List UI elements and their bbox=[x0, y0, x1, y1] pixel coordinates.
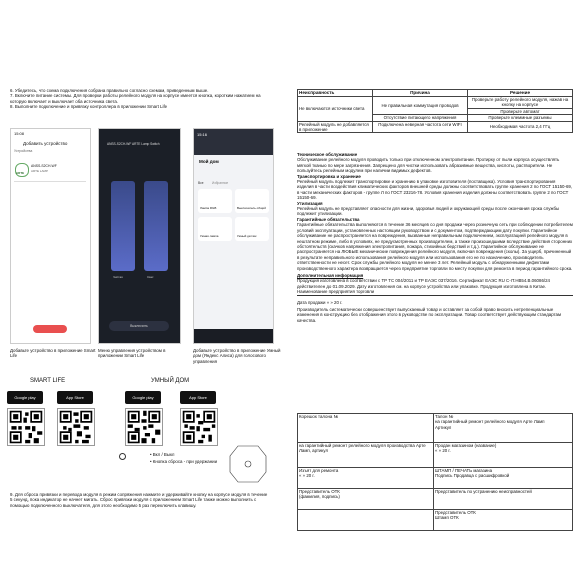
switch-2-label: Свет bbox=[147, 275, 154, 279]
seller-line: Наименование предприятия торговли bbox=[297, 289, 573, 295]
cause-cell: Не правильная коммутация проводов bbox=[373, 97, 468, 115]
screen-title: Добавить устройство bbox=[23, 141, 68, 146]
device-control-title: ANSS-S2CH-WF ARTE Lamp Switch bbox=[107, 142, 160, 146]
device-card-label: Умный датчик bbox=[237, 234, 257, 238]
phone-screenshot-control-menu bbox=[98, 128, 181, 344]
coupon-cell: Представитель ОТК Штамп ОТК bbox=[434, 510, 573, 531]
coupon-cell: ШТАМП / ПЕЧАТЬ магазина Подпись Продавца с расшифровкой bbox=[434, 468, 573, 489]
heading-utilization: Утилизация bbox=[297, 200, 323, 206]
phone-screenshot-smart-home bbox=[193, 128, 274, 344]
device-card-label: Лампа RGB bbox=[200, 206, 217, 210]
tab-all[interactable]: Все bbox=[198, 181, 204, 185]
caption-smart-home: Добавьте устройство в приложение Умный дом (Яндекс Алиса) для голосового управления bbox=[193, 348, 281, 364]
info-section bbox=[297, 152, 573, 323]
table-row bbox=[298, 489, 573, 510]
warranty-coupon-table bbox=[297, 413, 573, 531]
module-diagram bbox=[228, 444, 268, 484]
table-row bbox=[298, 121, 573, 133]
device-name: ANSS-S2CH-WF bbox=[31, 164, 57, 168]
coupon-cell: Талон № на гарантийный ремонт релейного модуля Арте Ламп Артикул bbox=[434, 414, 573, 443]
coupon-cell: Изъят для ремонта « » 20 г. bbox=[298, 468, 434, 489]
troubleshooting-table bbox=[297, 89, 573, 133]
onoff-label: • Вкл / Выкл bbox=[150, 452, 175, 457]
qr-code-app-store bbox=[180, 408, 218, 446]
qr-code-google-play bbox=[7, 408, 45, 446]
fault-cell: Релейный модуль не добавляется в приложение bbox=[298, 121, 373, 133]
table-row bbox=[298, 443, 573, 468]
coupon-cell: Продан магазином (название) « » 20 г. bbox=[434, 443, 573, 468]
table-row bbox=[298, 510, 573, 531]
solution-cell: Проверьте клеммные разъемы bbox=[468, 115, 573, 121]
google-play-badge[interactable]: Google play bbox=[125, 391, 161, 404]
device-subtitle: ARTE LAMP bbox=[31, 169, 48, 173]
table-row bbox=[298, 414, 573, 443]
table-row bbox=[298, 97, 573, 109]
status-time: 15:16 bbox=[197, 132, 208, 137]
header-cause: Причина bbox=[373, 90, 468, 97]
brand-label: ARTE bbox=[16, 171, 25, 175]
extra-text: Продукция изготовлена в соответствии с ТР ТС 004/2011 и ТР ЕАЭС 037/2016. Сертификат ЕАЭС RU С-IT.НВ54.В.06086/24 действителен до 01.09.2029. Дату изготовления см. на корпусе устройства или упаковке. Продукция изготовлена в Китае. bbox=[297, 278, 550, 289]
solution-cell: Необходимая частота 2,4 ГГц bbox=[468, 121, 573, 133]
solution-cell: Проверьте автомат bbox=[468, 108, 573, 114]
instruction-steps bbox=[10, 88, 275, 110]
status-time: 15:08 bbox=[14, 131, 25, 136]
manufacturer-text: Производитель систематически совершенствует выпускаемый товар и оставляет за собой право вносить нетрепенциальные изменения в конструкцию без отображения этого в руководстве по эксплуатации. Товар соответствует действующим стандартам качества. bbox=[297, 306, 561, 323]
service-text: Обслуживание релейного модуля проводить только при отключенном электропитании. Протирку от пыли корпуса осуществлять мягкой тканью по мере загрязнения. Запрещено для чистки использовать абразивные вещества, кислоты, растворители. Не пользуйтесь релейным модулем при наличии видимых дефектов. bbox=[297, 157, 560, 174]
coupon-cell: на гарантийный ремонт релейного модуля производства Арте Ламп, артикул bbox=[298, 443, 434, 468]
device-card[interactable] bbox=[198, 189, 232, 213]
google-play-badge[interactable]: Google play bbox=[7, 391, 43, 404]
heading-transport: Транспортировка и хранение bbox=[297, 173, 361, 179]
smart-home-label: УМНЫЙ ДОМ bbox=[151, 378, 190, 384]
turn-off-button[interactable]: Выключить bbox=[109, 321, 169, 331]
coupon-cell: Корешок талона № bbox=[298, 414, 434, 443]
confirm-button[interactable] bbox=[33, 325, 67, 333]
cause-cell: Отсутствие питающего напряжения bbox=[373, 115, 468, 121]
coupon-cell: Представитель по устранению неисправностей bbox=[434, 489, 573, 510]
tab-favorites[interactable]: Избранное bbox=[212, 181, 229, 185]
switch-1-toggle[interactable] bbox=[111, 181, 135, 271]
app-store-badge[interactable]: App Store bbox=[180, 391, 216, 404]
caption-add-device: Добавьте устройство в приложение Smart Life bbox=[10, 348, 96, 359]
coupon-cell: Представитель ОТК (фамилия, подпись) bbox=[298, 489, 434, 510]
header-solution: Решение bbox=[468, 90, 573, 97]
device-card[interactable] bbox=[235, 189, 269, 213]
step-9: 9. Для сброса привязки и перевода модуля в режим сопряжения нажмите и удерживайте кнопку на корпусе модуля в течение 5 секунд, пока индикатор не начнет мигать. Сброс привязки модуля с приложением Smart Life также можно выполнить с помощью подключенного выключателя, для этого необходимо 5 раз переключить клавишу. bbox=[10, 492, 268, 508]
bottom-nav bbox=[194, 329, 273, 343]
app-store-badge[interactable]: App Store bbox=[57, 391, 93, 404]
heading-service: Техническое обслуживание bbox=[297, 152, 358, 157]
utilization-text: Релейный модуль не представляет опасности для жизни, здоровья людей и окружающей среды после окончания срока службы подлежит утилизации. bbox=[297, 206, 560, 217]
table-row bbox=[298, 468, 573, 489]
device-card-label: Умная лампа bbox=[200, 234, 219, 238]
device-card[interactable] bbox=[198, 217, 232, 241]
fault-cell: Не включаются источники света bbox=[298, 97, 373, 122]
switch-1-label: Чистая bbox=[113, 275, 123, 279]
heading-warranty: Гарантийные обязательства bbox=[297, 216, 360, 222]
solution-cell: Проверьте работу релейного модуля, нажав на кнопку на корпусе bbox=[468, 97, 573, 109]
power-button-icon bbox=[119, 453, 126, 460]
header-fault: Неисправность bbox=[298, 90, 373, 97]
transport-text: Релейный модуль подлежит транспортировке и хранению в упаковке изготовителя (поставщика). Условия транспортирования изделия в части воздействия климатических факторов внешней среды должны соответствовать группе хранения 2 по ГОСТ 15150-69, в части механических факторов - группе Л по ГОСТ 23216-78. Условия хранения изделия должны соответствовать группе 2 по ГОСТ 15150-69. bbox=[297, 179, 573, 201]
device-card-label: Выключатель общий bbox=[237, 206, 266, 210]
step-8: 8. Выполните подключение и привязку контроллера в приложении Smart Life bbox=[10, 104, 168, 110]
phone-screenshot-add-device bbox=[10, 128, 91, 344]
section-label: Устройства bbox=[14, 149, 33, 153]
heading-extra: Дополнительная информация bbox=[297, 272, 364, 278]
qr-code-google-play bbox=[125, 408, 163, 446]
cause-cell: Подключена неверная частота сети WIFI bbox=[373, 121, 468, 133]
smart-life-label: SMART LIFE bbox=[30, 378, 66, 384]
home-title: Мой дом bbox=[199, 159, 219, 164]
sale-date-line: Дата продажи « » 20 г. bbox=[297, 299, 343, 305]
table-header bbox=[298, 90, 573, 97]
caption-control-menu: Меню управления устройством в приложении Smart Life bbox=[98, 348, 166, 359]
divider bbox=[14, 181, 86, 182]
step-6: 6. Убедитесь, что схема подключения собрана правильно согласно схемам, приведенным выше. bbox=[10, 88, 209, 93]
step-7: 7. Включите питание системы. Для проверки работы релейного модуля на корпусе имеется кнопка, коротким нажатием на которую включает и выключает оба источника света. bbox=[10, 93, 261, 104]
warranty-text: Гарантийные обязательства выполняются в течение 36 месяцев со дня продажи через розничную сеть при соблюдении потребителем условий эксплуатации, установленных настоящим руководством и с документом, подтверждающим дату покупки. Гарантийное обслуживание не распространяется на повреждения, вызванные неправильным подключением, эксплуатацией релейного модуля в нештатном режиме, либо в условиях, не предусмотренных производителем, а также произошедшими вследствие действия сторонних обстоятельств (скачков напряжения электропитания, пожара, стихийных бедствий и т.д.). Гарантийное обслуживание не распространяется на ЛЮБЫЕ механические повреждения релейного модуля, включая повреждения (сколы). За ущерб, причиненный в результате неправильного использования релейного модуля или использования его не по назначению, производитель ответственности не несет. Срок службы релейного модуля не менее 3 лет. Релейный модуль с обнаруженными дефектами производственного характера возвращается через предприятие торговли по месту покупки для ремонта в период гарантийного срока. bbox=[297, 222, 573, 271]
reset-label: • Кнопка сброса - при удержании bbox=[150, 459, 218, 464]
device-card[interactable] bbox=[235, 217, 269, 241]
qr-code-app-store bbox=[57, 408, 95, 446]
coupon-cell bbox=[298, 510, 434, 531]
switch-2-toggle[interactable] bbox=[144, 181, 168, 271]
